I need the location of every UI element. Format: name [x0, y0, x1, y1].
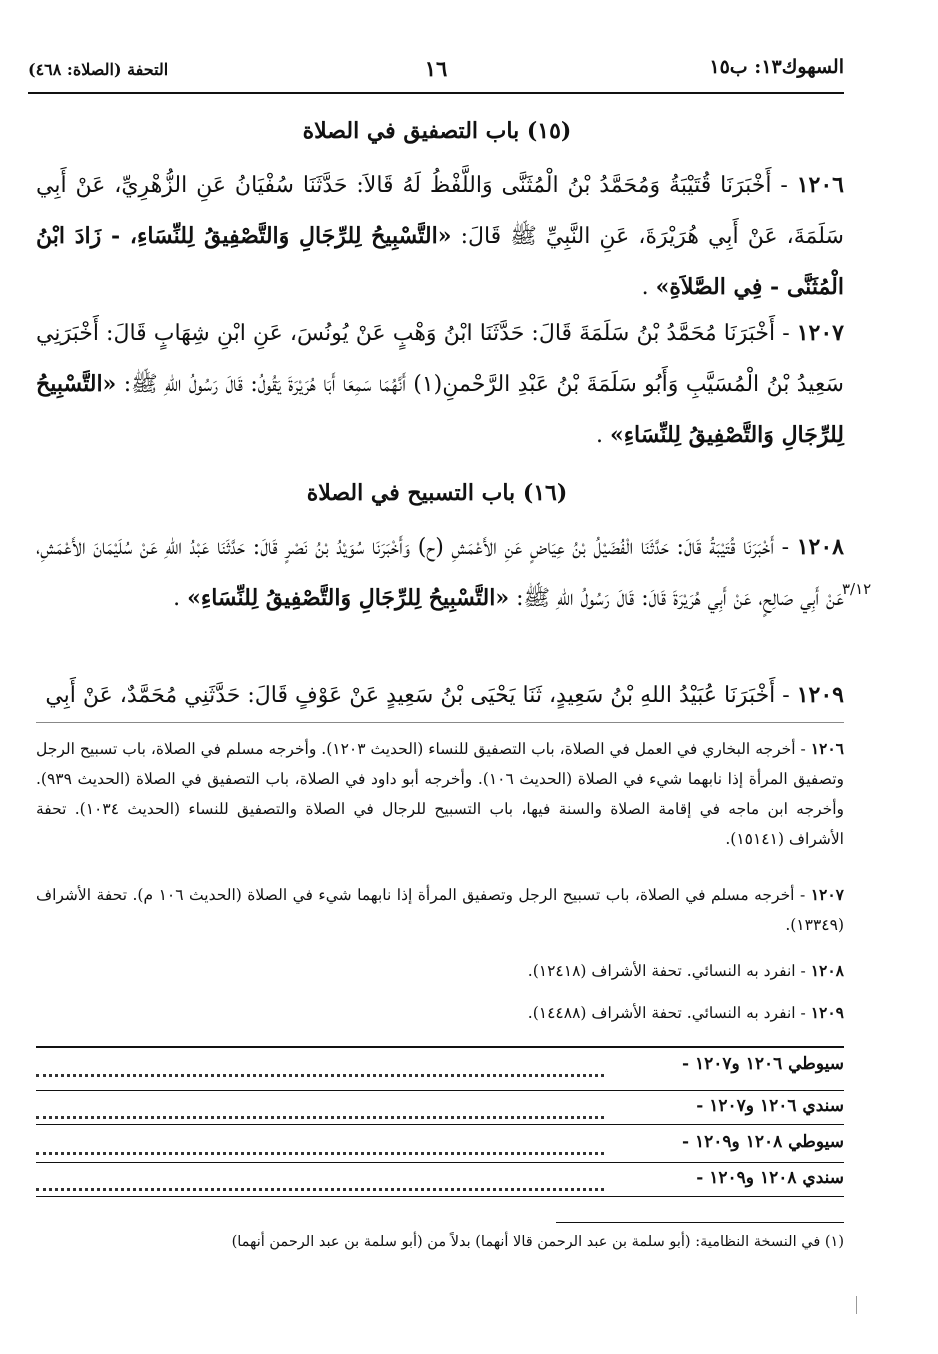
page-edge-mark: [856, 1296, 857, 1314]
margin-reference: ٣/١٢: [842, 580, 872, 598]
chapter-title-15: (١٥) باب التصفيق في الصلاة: [302, 118, 572, 144]
commentary-rule: [36, 1162, 844, 1163]
dotted-leader: [36, 1102, 604, 1119]
hadith-quote: «التَّسْبِيحُ لِلرِّجَالِ وَالتَّصْفِيقُ لِلنِّسَاءِ»: [36, 371, 844, 448]
commentary-label: سندي ١٢٠٨ و١٢٠٩ -: [696, 1168, 844, 1188]
note-number: ١٢٠٧: [810, 885, 845, 904]
commentary-label: سندي ١٢٠٦ و١٢٠٧ -: [696, 1096, 844, 1116]
hadith-end: .: [595, 423, 603, 448]
hadith-1207: ١٢٠٧ - أَخْبَرَنَا مُحَمَّدُ بْنُ سَلَمَةَ قَالَ: حَدَّثَنَا ابْنُ وَهْبٍ عَنْ يُونُسَ، عَنِ ابْنِ شِهَابٍ قَالَ: أَخْبَرَنِي سَعِيدُ بْنُ الْمُسَيَّبِ وَأَبُو سَلَمَةَ بْنُ عَبْدِ الرَّحْمنِ(١) أَنَّهُمَا سَمِعَا أَبَا هُرَيْرَةَ يَقُولُ: قَالَ رَسُولُ اللهِ ﷺ: «التَّسْبِيحُ لِلرِّجَالِ وَالتَّصْفِيقُ لِلنِّسَاءِ» .: [36, 320, 844, 448]
takhrij-note-1207: ١٢٠٧ - أخرجه مسلم في الصلاة، باب تسبيح الرجل وتصفيق المرأة إذا نابهما شيء في الصلاة (الحديث ١٠٦ م). تحفة الأشراف (١٣٣٤٩).: [36, 885, 845, 934]
dotted-leader: [36, 1138, 604, 1155]
takhrij-note-1209: ١٢٠٩ - انفرد به النسائي. تحفة الأشراف (١٤٤٨٨).: [527, 1003, 844, 1022]
dotted-leader: [36, 1174, 604, 1191]
manuscript-reference: السهوك١٣: ب١٥: [709, 56, 844, 78]
hadith-text: أَخْبَرَنَا قُتَيْبَةُ وَمُحَمَّدُ بْنُ الْمُثَنَّى وَاللَّفْظُ لَهُ قَالاَ: حَدَّثَنَا سُفْيَانُ عَنِ الزُّهْرِيِّ، عَنْ أَبِي سَلَمَةَ، عَنْ أَبِي هُرَيْرَةَ، عَنِ النَّبِيِّ ﷺ قَالَ:: [36, 173, 844, 249]
hadith-number: ١٢٠٨: [796, 534, 844, 560]
takhrij-note-1206: ١٢٠٦ - أخرجه البخاري في العمل في الصلاة، باب التصفيق للنساء (الحديث ١٢٠٣). وأخرجه مسلم في الصلاة، باب تسبيح الرجل وتصفيق المرأة إذا نابهما شيء في الصلاة (الحديث ١٠٦). وأخرجه أبو داود في الصلاة، باب التصفيق في الصلاة (الحديث ٩٣٩). وأخرجه ابن ماجه في إقامة الصلاة والسنة فيها، باب التسبيح للرجال في الصلاة والتصفيق للنساء (الحديث ١٠٣٤). تحفة الأشراف (١٥١٤١).: [36, 739, 845, 848]
hadith-number: ١٢٠٩: [796, 682, 844, 708]
hadith-number: ١٢٠٧: [796, 320, 844, 346]
hadith-text: أَخْبَرَنَا قُتَيْبَةُ قَالَ: حَدَّثَنَا الْفُضَيْلُ بْنُ عِيَاضٍ عَنِ الأَعْمَشِ (ح) وَأَخْبَرَنَا سُوَيْدُ بْنُ نَصْرٍ قَالَ: حَدَّثَنَا عَبْدُ اللهِ عَنْ سُلَيْمَانَ الأَعْمَشِ، عَنْ أَبِي صَالِحٍ، عَنْ أَبِي هُرَيْرَةَ قَالَ: قَالَ رَسُولُ اللهِ ﷺ:: [36, 535, 844, 611]
commentary-rule: [36, 1090, 844, 1091]
note-number: ١٢٠٨: [810, 961, 844, 980]
commentary-line: [36, 1050, 844, 1088]
footnote: (١) في النسخة النظامية: (أبو سلمة بن عبد الرحمن قالا أنهما) بدلاً من (أبو سلمة بن عبد الرحمن أنهما): [231, 1234, 844, 1250]
commentary-label: سيوطي ١٢٠٦ و١٢٠٧ -: [682, 1054, 844, 1074]
note-number: ١٢٠٩: [810, 1003, 844, 1022]
hadith-end: .: [641, 275, 649, 300]
commentary-label: سيوطي ١٢٠٨ و١٢٠٩ -: [682, 1132, 844, 1152]
takhrij-note-1208: ١٢٠٨ - انفرد به النسائي. تحفة الأشراف (١٢٤١٨).: [527, 961, 844, 980]
hadith-quote: «التَّسْبِيحُ لِلرِّجَالِ وَالتَّصْفِيقُ لِلنِّسَاءِ»: [187, 585, 510, 611]
note-text: انفرد به النسائي. تحفة الأشراف (١٤٤٨٨).: [527, 1004, 796, 1022]
hadith-number: ١٢٠٦: [796, 172, 844, 198]
note-text: أخرجه مسلم في الصلاة، باب تسبيح الرجل وتصفيق المرأة إذا نابهما شيء في الصلاة (الحديث ١٠٦ م). تحفة الأشراف (١٣٣٤٩).: [36, 886, 844, 934]
chapter-title-16: (١٦) باب التسبيح في الصلاة: [306, 480, 568, 506]
commentary-rule: [36, 1124, 844, 1125]
hadith-1206: ١٢٠٦ - أَخْبَرَنَا قُتَيْبَةُ وَمُحَمَّدُ بْنُ الْمُثَنَّى وَاللَّفْظُ لَهُ قَالاَ: حَدَّثَنَا سُفْيَانُ عَنِ الزُّهْرِيِّ، عَنْ أَبِي سَلَمَةَ، عَنْ أَبِي هُرَيْرَةَ، عَنِ النَّبِيِّ ﷺ قَالَ: «التَّسْبِيحُ لِلرِّجَالِ وَالتَّصْفِيقُ لِلنِّسَاءِ، - زَادَ ابْنُ الْمُثَنَّى - فِي الصَّلاَةِ» .: [36, 172, 844, 300]
commentary-line: [36, 1128, 844, 1166]
dotted-leader: [36, 1060, 604, 1077]
note-text: انفرد به النسائي. تحفة الأشراف (١٢٤١٨).: [527, 962, 796, 980]
hadith-text: أَخْبَرَنَا عُبَيْدُ اللهِ بْنُ سَعِيدٍ، ثَنَا يَحْيَى بْنُ سَعِيدٍ عَنْ عَوْفٍ قَالَ: حَدَّثَنِي مُحَمَّدٌ، عَنْ أَبِي: [45, 683, 776, 708]
note-number: ١٢٠٦: [810, 739, 845, 758]
hadith-1209: ١٢٠٩ - أَخْبَرَنَا عُبَيْدُ اللهِ بْنُ سَعِيدٍ، ثَنَا يَحْيَى بْنُ سَعِيدٍ عَنْ عَوْفٍ قَالَ: حَدَّثَنِي مُحَمَّدٌ، عَنْ أَبِي: [45, 682, 844, 708]
hadith-quote: «التَّسْبِيحُ لِلرِّجَالِ وَالتَّصْفِيقُ لِلنِّسَاءِ، - زَادَ ابْنُ الْمُثَنَّى - فِي الصَّلاَةِ»: [36, 223, 844, 300]
page-number: ١٦: [424, 56, 448, 81]
hadith-1208: ١٢٠٨ - أَخْبَرَنَا قُتَيْبَةُ قَالَ: حَدَّثَنَا الْفُضَيْلُ بْنُ عِيَاضٍ عَنِ الأَعْمَشِ (ح) وَأَخْبَرَنَا سُوَيْدُ بْنُ نَصْرٍ قَالَ: حَدَّثَنَا عَبْدُ اللهِ عَنْ سُلَيْمَانَ الأَعْمَشِ، عَنْ أَبِي صَالِحٍ، عَنْ أَبِي هُرَيْرَةَ قَالَ: قَالَ رَسُولُ اللهِ ﷺ: «التَّسْبِيحُ لِلرِّجَالِ وَالتَّصْفِيقُ لِلنِّسَاءِ» .: [36, 534, 844, 611]
hadith-end: .: [173, 586, 181, 611]
header-rule: [28, 92, 844, 94]
hadith-text: أَخْبَرَنَا مُحَمَّدُ بْنُ سَلَمَةَ قَالَ: حَدَّثَنَا ابْنُ وَهْبٍ عَنْ يُونُسَ، عَنِ ابْنِ شِهَابٍ قَالَ: أَخْبَرَنِي سَعِيدُ بْنُ الْمُسَيَّبِ وَأَبُو سَلَمَةَ بْنُ عَبْدِ الرَّحْمنِ(١) أَنَّهُمَا سَمِعَا أَبَا هُرَيْرَةَ يَقُولُ: قَالَ رَسُولُ اللهِ ﷺ:: [36, 321, 844, 397]
page-header: [28, 52, 844, 92]
footnote-rule: [556, 1222, 844, 1223]
tuhfa-reference: التحفة (الصلاة: ٤٦٨): [28, 60, 169, 79]
takhrij-divider: [36, 722, 844, 723]
note-text: أخرجه البخاري في العمل في الصلاة، باب التصفيق للنساء (الحديث ١٢٠٣). وأخرجه مسلم في الصلاة، باب تسبيح الرجل وتصفيق المرأة إذا نابهما شيء في الصلاة (الحديث ١٠٦). وأخرجه أبو داود في الصلاة، باب التصفيق في الصلاة (الحديث ٩٣٩). وأخرجه ابن ماجه في إقامة الصلاة والسنة فيها، باب التسبيح للرجال في الصلاة والتصفيق للنساء (الحديث ١٠٣٤). تحفة الأشراف (١٥١٤١).: [36, 740, 845, 848]
commentary-top-rule: [36, 1046, 844, 1048]
commentary-rule: [36, 1196, 844, 1197]
